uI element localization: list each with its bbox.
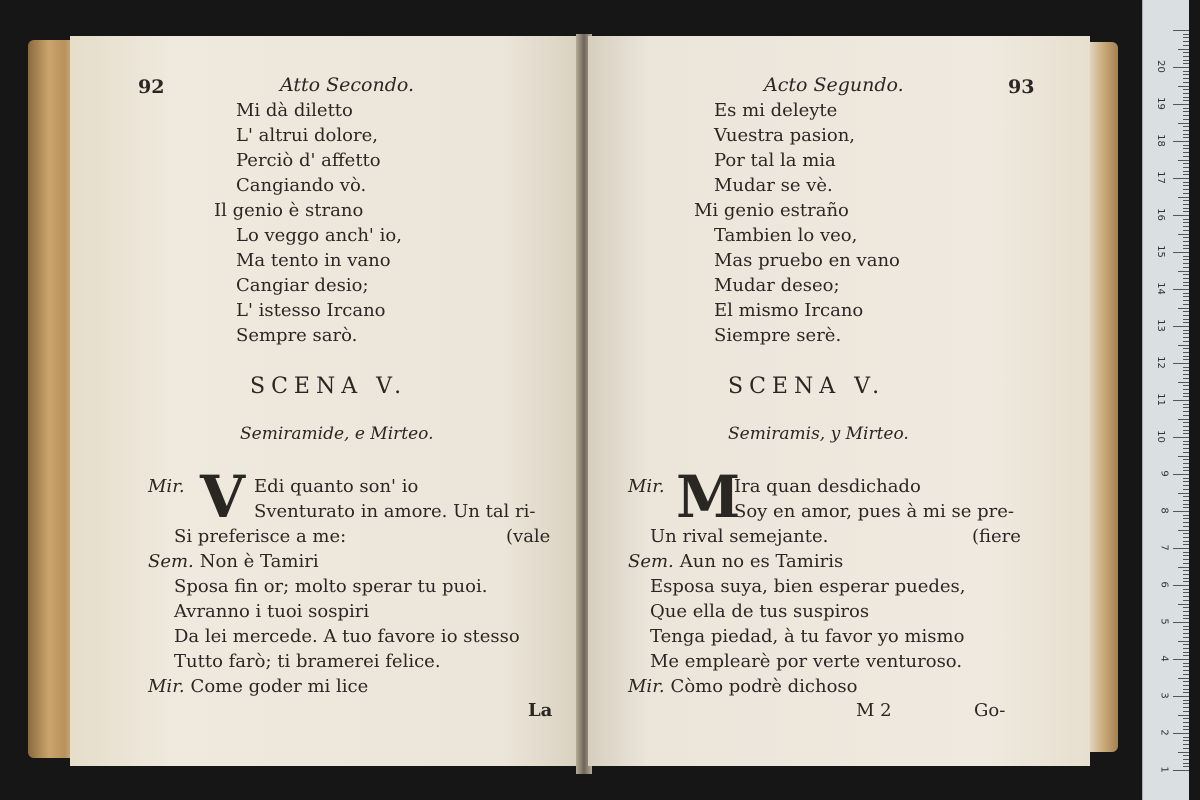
speaker-label: Sem. Non è Tamiri	[148, 551, 319, 572]
ruler-tick	[1173, 400, 1189, 401]
ruler-tick	[1183, 407, 1189, 408]
speaker-label: Mir.	[628, 476, 665, 497]
ruler-tick	[1178, 197, 1189, 198]
ruler-tick	[1173, 437, 1189, 438]
ruler-tick	[1183, 444, 1189, 445]
ruler-label: 18	[1155, 134, 1167, 147]
dialogue-line: Da lei mercede. A tuo favore io stesso	[174, 626, 520, 647]
drop-cap: M	[676, 463, 741, 531]
ruler-tick	[1183, 37, 1189, 38]
page-number: 92	[138, 76, 165, 98]
ruler-tick	[1183, 374, 1189, 375]
ruler-label: 5	[1158, 618, 1170, 625]
ruler-tick	[1183, 341, 1189, 342]
dialogue-line: Tenga piedad, à tu favor yo mismo	[650, 626, 965, 647]
dialogue-line: Ira quan desdichado	[734, 476, 921, 497]
ruler-tick	[1183, 615, 1189, 616]
ruler-tick	[1183, 485, 1189, 486]
ruler-tick	[1178, 567, 1189, 568]
dialogue-line: Me emplearè por verte venturoso.	[650, 651, 963, 672]
ruler-tick	[1183, 415, 1189, 416]
ruler-tick	[1178, 271, 1189, 272]
ruler-tick	[1183, 300, 1189, 301]
ruler-tick	[1183, 670, 1189, 671]
ruler-label: 11	[1155, 393, 1167, 406]
ruler-tick	[1183, 259, 1189, 260]
dialogue-line: Un rival semejante.	[650, 526, 829, 547]
ruler-label: 14	[1155, 282, 1167, 295]
ruler-tick	[1183, 581, 1189, 582]
ruler-tick	[1173, 770, 1189, 771]
dialogue-line: Sventurato in amore. Un tal ri-	[254, 501, 536, 522]
ruler-tick	[1183, 60, 1189, 61]
ruler-tick	[1183, 685, 1189, 686]
ruler-tick	[1183, 600, 1189, 601]
ruler-tick	[1183, 441, 1189, 442]
ruler-tick	[1178, 345, 1189, 346]
ruler-tick	[1183, 692, 1189, 693]
ruler-tick	[1178, 234, 1189, 235]
ruler-tick	[1173, 511, 1189, 512]
ruler-label: 20	[1155, 60, 1167, 73]
ruler-tick	[1173, 289, 1189, 290]
ruler-tick	[1178, 752, 1189, 753]
ruler-tick	[1178, 419, 1189, 420]
ruler-tick	[1183, 200, 1189, 201]
ruler-tick	[1183, 663, 1189, 664]
ruler-tick	[1173, 733, 1189, 734]
ruler-tick	[1183, 163, 1189, 164]
ruler-tick	[1183, 293, 1189, 294]
ruler-tick	[1183, 637, 1189, 638]
ruler-tick	[1183, 526, 1189, 527]
verse-line: L' istesso Ircano	[236, 300, 386, 321]
ruler-tick	[1183, 167, 1189, 168]
ruler-tick	[1183, 222, 1189, 223]
ruler-tick	[1178, 382, 1189, 383]
ruler-label: 8	[1158, 507, 1170, 514]
ruler-label: 16	[1155, 208, 1167, 221]
ruler-tick	[1183, 655, 1189, 656]
ruler-tick	[1183, 82, 1189, 83]
dialogue-line: Esposa suya, bien esperar puedes,	[650, 576, 966, 597]
ruler-tick	[1183, 145, 1189, 146]
ruler-tick	[1183, 296, 1189, 297]
ruler-tick	[1183, 448, 1189, 449]
ruler-tick	[1183, 97, 1189, 98]
ruler-tick	[1183, 278, 1189, 279]
ruler-tick	[1183, 130, 1189, 131]
ruler-label: 7	[1158, 544, 1170, 551]
ruler-tick	[1183, 126, 1189, 127]
ruler-tick	[1178, 530, 1189, 531]
verse-line: Cangiar desio;	[236, 275, 369, 296]
ruler-tick	[1173, 474, 1189, 475]
ruler-tick	[1183, 100, 1189, 101]
ruler-tick	[1183, 282, 1189, 283]
ruler-tick	[1178, 604, 1189, 605]
ruler-tick	[1183, 633, 1189, 634]
ruler-tick	[1183, 89, 1189, 90]
ruler-tick	[1183, 544, 1189, 545]
ruler-tick	[1183, 618, 1189, 619]
verse-line: Lo veggo anch' io,	[236, 225, 402, 246]
speaker-label: Mir. Come goder mi lice	[148, 676, 369, 697]
ruler-tick	[1183, 333, 1189, 334]
ruler-tick	[1178, 86, 1189, 87]
ruler-tick	[1183, 766, 1189, 767]
ruler-tick	[1183, 185, 1189, 186]
speaker-label: Mir. Còmo podrè dichoso	[628, 676, 858, 697]
ruler-label: 3	[1158, 692, 1170, 699]
ruler-tick	[1183, 611, 1189, 612]
verse-line: Mudar deseo;	[714, 275, 840, 296]
ruler-tick	[1183, 174, 1189, 175]
ruler-tick	[1183, 744, 1189, 745]
ruler-tick	[1183, 537, 1189, 538]
ruler-tick	[1183, 156, 1189, 157]
ruler-tick	[1183, 245, 1189, 246]
ruler-tick	[1183, 748, 1189, 749]
catchword: Go-	[974, 700, 1006, 721]
turnover-word: (fiere	[972, 526, 1021, 547]
verse-line: Sempre sarò.	[236, 325, 358, 346]
ruler-tick	[1183, 330, 1189, 331]
ruler-tick	[1183, 570, 1189, 571]
ruler-tick	[1173, 548, 1189, 549]
ruler-tick	[1183, 74, 1189, 75]
ruler-tick	[1183, 644, 1189, 645]
ruler-tick	[1173, 659, 1189, 660]
ruler-tick	[1183, 404, 1189, 405]
verse-line: El mismo Ircano	[714, 300, 864, 321]
ruler-label: 12	[1155, 356, 1167, 369]
ruler-tick	[1183, 285, 1189, 286]
ruler-tick	[1173, 30, 1189, 31]
ruler-tick	[1183, 711, 1189, 712]
drop-cap: V	[200, 463, 246, 531]
ruler-tick	[1183, 322, 1189, 323]
ruler-tick	[1183, 737, 1189, 738]
ruler-tick	[1183, 208, 1189, 209]
verse-line: L' altrui dolore,	[236, 125, 378, 146]
ruler-tick	[1183, 563, 1189, 564]
ruler-tick	[1173, 141, 1189, 142]
ruler-tick	[1183, 45, 1189, 46]
ruler-tick	[1183, 489, 1189, 490]
ruler-tick	[1183, 319, 1189, 320]
ruler-tick	[1183, 134, 1189, 135]
ruler-tick	[1183, 422, 1189, 423]
ruler-tick	[1183, 559, 1189, 560]
verse-line: Por tal la mia	[714, 150, 836, 171]
ruler-tick	[1183, 63, 1189, 64]
ruler-tick	[1183, 226, 1189, 227]
running-head: Atto Secondo.	[280, 74, 415, 96]
ruler-tick	[1183, 389, 1189, 390]
ruler-tick	[1183, 740, 1189, 741]
ruler-tick	[1183, 396, 1189, 397]
ruler-tick	[1183, 152, 1189, 153]
ruler-tick	[1173, 696, 1189, 697]
ruler-tick	[1183, 378, 1189, 379]
ruler-tick	[1183, 589, 1189, 590]
ruler-tick	[1183, 248, 1189, 249]
ruler-tick	[1183, 607, 1189, 608]
character-list: Semiramis, y Mirteo.	[728, 424, 909, 444]
ruler-tick	[1183, 137, 1189, 138]
scene-title: SCENA V.	[250, 374, 408, 399]
ruler-tick	[1183, 352, 1189, 353]
ruler-tick	[1178, 49, 1189, 50]
ruler-tick	[1183, 722, 1189, 723]
ruler-tick	[1183, 470, 1189, 471]
ruler-tick	[1178, 493, 1189, 494]
ruler-tick	[1183, 515, 1189, 516]
ruler-tick	[1183, 648, 1189, 649]
turnover-word: (vale	[506, 526, 551, 547]
signature-mark: M 2	[856, 700, 892, 721]
ruler-label: 1	[1158, 766, 1170, 773]
ruler-tick	[1183, 356, 1189, 357]
ruler-tick	[1183, 707, 1189, 708]
ruler-tick	[1178, 715, 1189, 716]
speaker-label: Sem. Aun no es Tamiris	[628, 551, 844, 572]
ruler-tick	[1183, 263, 1189, 264]
ruler-tick	[1183, 652, 1189, 653]
ruler-tick	[1183, 755, 1189, 756]
ruler-tick	[1183, 337, 1189, 338]
ruler-tick	[1183, 592, 1189, 593]
ruler-tick	[1183, 533, 1189, 534]
verse-line: Ma tento in vano	[236, 250, 391, 271]
ruler-tick	[1183, 681, 1189, 682]
dialogue-line: Sposa fin or; molto sperar tu puoi.	[174, 576, 488, 597]
ruler-tick	[1183, 452, 1189, 453]
ruler-tick	[1178, 308, 1189, 309]
ruler-tick	[1183, 241, 1189, 242]
right-page	[588, 36, 1090, 766]
ruler-tick	[1183, 578, 1189, 579]
ruler-tick	[1183, 729, 1189, 730]
dialogue-line: Que ella de tus suspiros	[650, 601, 870, 622]
ruler-tick	[1178, 123, 1189, 124]
catchword: La	[528, 700, 553, 721]
dialogue-line: Soy en amor, pues à mi se pre-	[734, 501, 1014, 522]
ruler-tick	[1183, 718, 1189, 719]
verse-line: Mudar se vè.	[714, 175, 833, 196]
ruler-tick	[1178, 641, 1189, 642]
ruler-tick	[1183, 674, 1189, 675]
ruler-tick	[1183, 315, 1189, 316]
ruler-tick	[1183, 348, 1189, 349]
ruler-tick	[1183, 541, 1189, 542]
ruler-label: 15	[1155, 245, 1167, 258]
ruler-tick	[1183, 115, 1189, 116]
ruler-tick	[1173, 363, 1189, 364]
ruler-tick	[1183, 504, 1189, 505]
ruler-tick	[1183, 596, 1189, 597]
ruler-tick	[1183, 256, 1189, 257]
left-page	[70, 36, 580, 766]
ruler-tick	[1183, 763, 1189, 764]
ruler-tick	[1173, 104, 1189, 105]
ruler-tick	[1183, 518, 1189, 519]
ruler-tick	[1183, 385, 1189, 386]
dialogue-line: Edi quanto son' io	[254, 476, 419, 497]
ruler-tick	[1183, 111, 1189, 112]
ruler-label: 2	[1158, 729, 1170, 736]
ruler-tick	[1173, 326, 1189, 327]
ruler-tick	[1183, 219, 1189, 220]
ruler-tick	[1183, 204, 1189, 205]
ruler-tick	[1173, 252, 1189, 253]
ruler-tick	[1173, 215, 1189, 216]
ruler-tick	[1183, 108, 1189, 109]
ruler-tick	[1183, 311, 1189, 312]
ruler-tick	[1173, 178, 1189, 179]
ruler-tick	[1183, 459, 1189, 460]
ruler-tick	[1178, 678, 1189, 679]
ruler-tick	[1183, 41, 1189, 42]
ruler-tick	[1183, 193, 1189, 194]
ruler-tick	[1183, 148, 1189, 149]
ruler-tick	[1183, 700, 1189, 701]
ruler-tick	[1183, 359, 1189, 360]
ruler-tick	[1183, 430, 1189, 431]
ruler-label: 17	[1155, 171, 1167, 184]
ruler-tick	[1183, 433, 1189, 434]
ruler-tick	[1183, 189, 1189, 190]
ruler-tick	[1183, 759, 1189, 760]
verse-line: Mas pruebo en vano	[714, 250, 900, 271]
dialogue-line: Tutto farò; ti bramerei felice.	[174, 651, 441, 672]
verse-line: Vuestra pasion,	[714, 125, 856, 146]
ruler-tick	[1183, 274, 1189, 275]
ruler-tick	[1183, 481, 1189, 482]
ruler-tick	[1183, 689, 1189, 690]
verse-line: Il genio è strano	[214, 200, 364, 221]
ruler-tick	[1173, 622, 1189, 623]
verse-line: Perciò d' affetto	[236, 150, 381, 171]
ruler-label: 6	[1158, 581, 1170, 588]
ruler-tick	[1183, 78, 1189, 79]
ruler-tick	[1183, 230, 1189, 231]
ruler-tick	[1178, 456, 1189, 457]
ruler-tick	[1183, 71, 1189, 72]
open-book	[28, 34, 1118, 774]
ruler-tick	[1183, 629, 1189, 630]
ruler-label: 13	[1155, 319, 1167, 332]
ruler-tick	[1183, 555, 1189, 556]
ruler-tick	[1183, 34, 1189, 35]
dialogue-line: Avranno i tuoi sospiri	[174, 601, 370, 622]
running-head: Acto Segundo.	[764, 74, 904, 96]
ruler-tick	[1183, 478, 1189, 479]
ruler-label: 10	[1155, 430, 1167, 443]
ruler-tick	[1183, 574, 1189, 575]
verse-line: Cangiando vò.	[236, 175, 367, 196]
measuring-ruler	[1142, 0, 1189, 800]
ruler-tick	[1183, 522, 1189, 523]
ruler-tick	[1183, 552, 1189, 553]
verse-line: Siempre serè.	[714, 325, 842, 346]
dialogue-line: Si preferisce a me:	[174, 526, 347, 547]
ruler-tick	[1183, 211, 1189, 212]
ruler-tick	[1183, 56, 1189, 57]
verse-line: Mi genio estraño	[694, 200, 849, 221]
ruler-tick	[1178, 160, 1189, 161]
ruler-tick	[1183, 182, 1189, 183]
ruler-tick	[1183, 626, 1189, 627]
page-number: 93	[1008, 76, 1035, 98]
ruler-tick	[1183, 463, 1189, 464]
ruler-label: 4	[1158, 655, 1170, 662]
scene-title: SCENA V.	[728, 374, 886, 399]
ruler-tick	[1183, 666, 1189, 667]
ruler-tick	[1183, 703, 1189, 704]
ruler-tick	[1183, 367, 1189, 368]
right-page-edges	[1090, 42, 1118, 752]
ruler-tick	[1183, 52, 1189, 53]
ruler-label: 19	[1155, 97, 1167, 110]
verse-line: Tambien lo veo,	[714, 225, 858, 246]
speaker-label: Mir.	[148, 476, 185, 497]
ruler-tick	[1183, 411, 1189, 412]
ruler-tick	[1183, 119, 1189, 120]
ruler-tick	[1183, 726, 1189, 727]
ruler-tick	[1183, 267, 1189, 268]
verse-line: Mi dà diletto	[236, 100, 353, 121]
ruler-tick	[1183, 507, 1189, 508]
ruler-label: 9	[1158, 470, 1170, 477]
ruler-tick	[1183, 500, 1189, 501]
ruler-tick	[1183, 370, 1189, 371]
ruler-tick	[1173, 585, 1189, 586]
verse-line: Es mi deleyte	[714, 100, 838, 121]
character-list: Semiramide, e Mirteo.	[240, 424, 434, 444]
ruler-tick	[1183, 93, 1189, 94]
ruler-tick	[1183, 496, 1189, 497]
ruler-tick	[1183, 304, 1189, 305]
ruler-tick	[1183, 171, 1189, 172]
ruler-tick	[1183, 467, 1189, 468]
ruler-tick	[1183, 393, 1189, 394]
ruler-tick	[1183, 237, 1189, 238]
ruler-tick	[1183, 426, 1189, 427]
ruler-tick	[1173, 67, 1189, 68]
